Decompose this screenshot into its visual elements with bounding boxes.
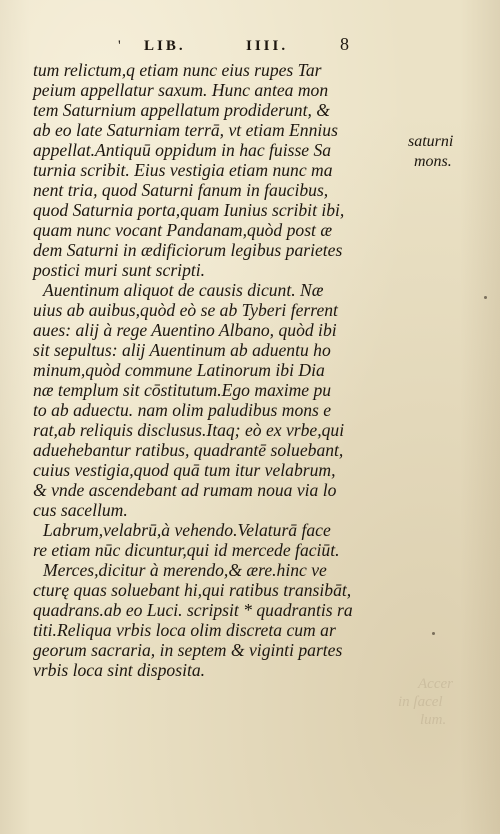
paragraph-start-line: Auentinum aliquot de causis dicunt. Næ bbox=[43, 280, 324, 300]
bleed-through-text: Accer bbox=[418, 676, 453, 692]
text-line: titi.Reliqua vrbis loca olim discreta cum ar bbox=[33, 620, 336, 640]
text-line: rat,ab reliquis disclusus.Itaq; eò ex vrbe,qui bbox=[33, 420, 345, 440]
text-line: minum,quòd commune Latinorum ibi Dia bbox=[33, 360, 325, 380]
text-line: & vnde ascendebant ad rumam noua via lo bbox=[33, 480, 337, 500]
text-line: aues: alij à rege Auentino Albano, quòd ibi bbox=[33, 320, 337, 340]
text-line: appellat.Antiquū oppidum in hac fuisse Sa bbox=[33, 140, 332, 160]
header-mark: ' bbox=[118, 38, 123, 54]
paper-speck bbox=[484, 296, 487, 299]
text-line: sit sepultus: alij Auentinum ab aduentu ho bbox=[33, 340, 331, 360]
paragraph-start-line: Labrum,velabrū,à vehendo.Velaturā face bbox=[43, 520, 331, 540]
text-line: tum relictum,q etiam nunc eius rupes Tar bbox=[33, 60, 322, 80]
marginal-note-line: mons. bbox=[414, 153, 452, 170]
text-line: quadrans.ab eo Luci. scripsit * quadrantis ra bbox=[33, 600, 353, 620]
marginal-note-line: saturni bbox=[408, 133, 454, 150]
text-line: to ab aduectu. nam olim paludibus mons e bbox=[33, 400, 332, 420]
book-label: LIB. bbox=[144, 38, 186, 54]
text-line: peium appellatur saxum. Hunc antea mon bbox=[33, 80, 329, 100]
folio-number: 8 bbox=[340, 34, 351, 54]
paragraph-start-line: Merces,dicitur à merendo,& ære.hinc ve bbox=[43, 560, 327, 580]
text-line: quam nunc vocant Pandanam,quòd post æ bbox=[33, 220, 333, 240]
text-line: ab eo late Saturniam terrā, vt etiam Ennius bbox=[33, 120, 338, 140]
text-line: cus sacellum. bbox=[33, 500, 128, 520]
bleed-through-text: lum. bbox=[420, 712, 447, 728]
text-line: postici muri sunt scripti. bbox=[33, 260, 206, 280]
text-line: næ templum sit cōstitutum.Ego maxime pu bbox=[33, 380, 332, 400]
text-line: vrbis loca sint disposita. bbox=[33, 660, 206, 680]
text-block bbox=[33, 60, 378, 680]
text-line: aduehebantur ratibus, quadrantē soluebant, bbox=[33, 440, 344, 460]
text-line: quod Saturnia porta,quam Iunius scribit ibi, bbox=[33, 200, 345, 220]
paper-speck bbox=[432, 632, 435, 635]
text-line: cturę quas soluebant hi,qui ratibus transibāt, bbox=[33, 580, 352, 600]
bleed-through-text: in ſacel bbox=[398, 694, 443, 710]
running-header bbox=[118, 34, 380, 58]
text-line: tem Saturnium appellatum prodiderunt, & bbox=[33, 100, 330, 120]
text-line: dem Saturni in ædificiorum legibus parietes bbox=[33, 240, 343, 260]
text-line: uius ab auibus,quòd eò se ab Tyberi ferrent bbox=[33, 300, 338, 320]
text-line: re etiam nūc dicuntur,qui id mercede faciūt. bbox=[33, 540, 340, 560]
text-line: cuius vestigia,quod quā tum itur velabrum, bbox=[33, 460, 336, 480]
chapter-number: IIII. bbox=[246, 38, 289, 54]
text-line: turnia scribit. Eius vestigia etiam nunc ma bbox=[33, 160, 333, 180]
text-line: nent tria, quod Saturni fanum in faucibus, bbox=[33, 180, 329, 200]
text-line: georum sacraria, in septem & viginti partes bbox=[33, 640, 343, 660]
